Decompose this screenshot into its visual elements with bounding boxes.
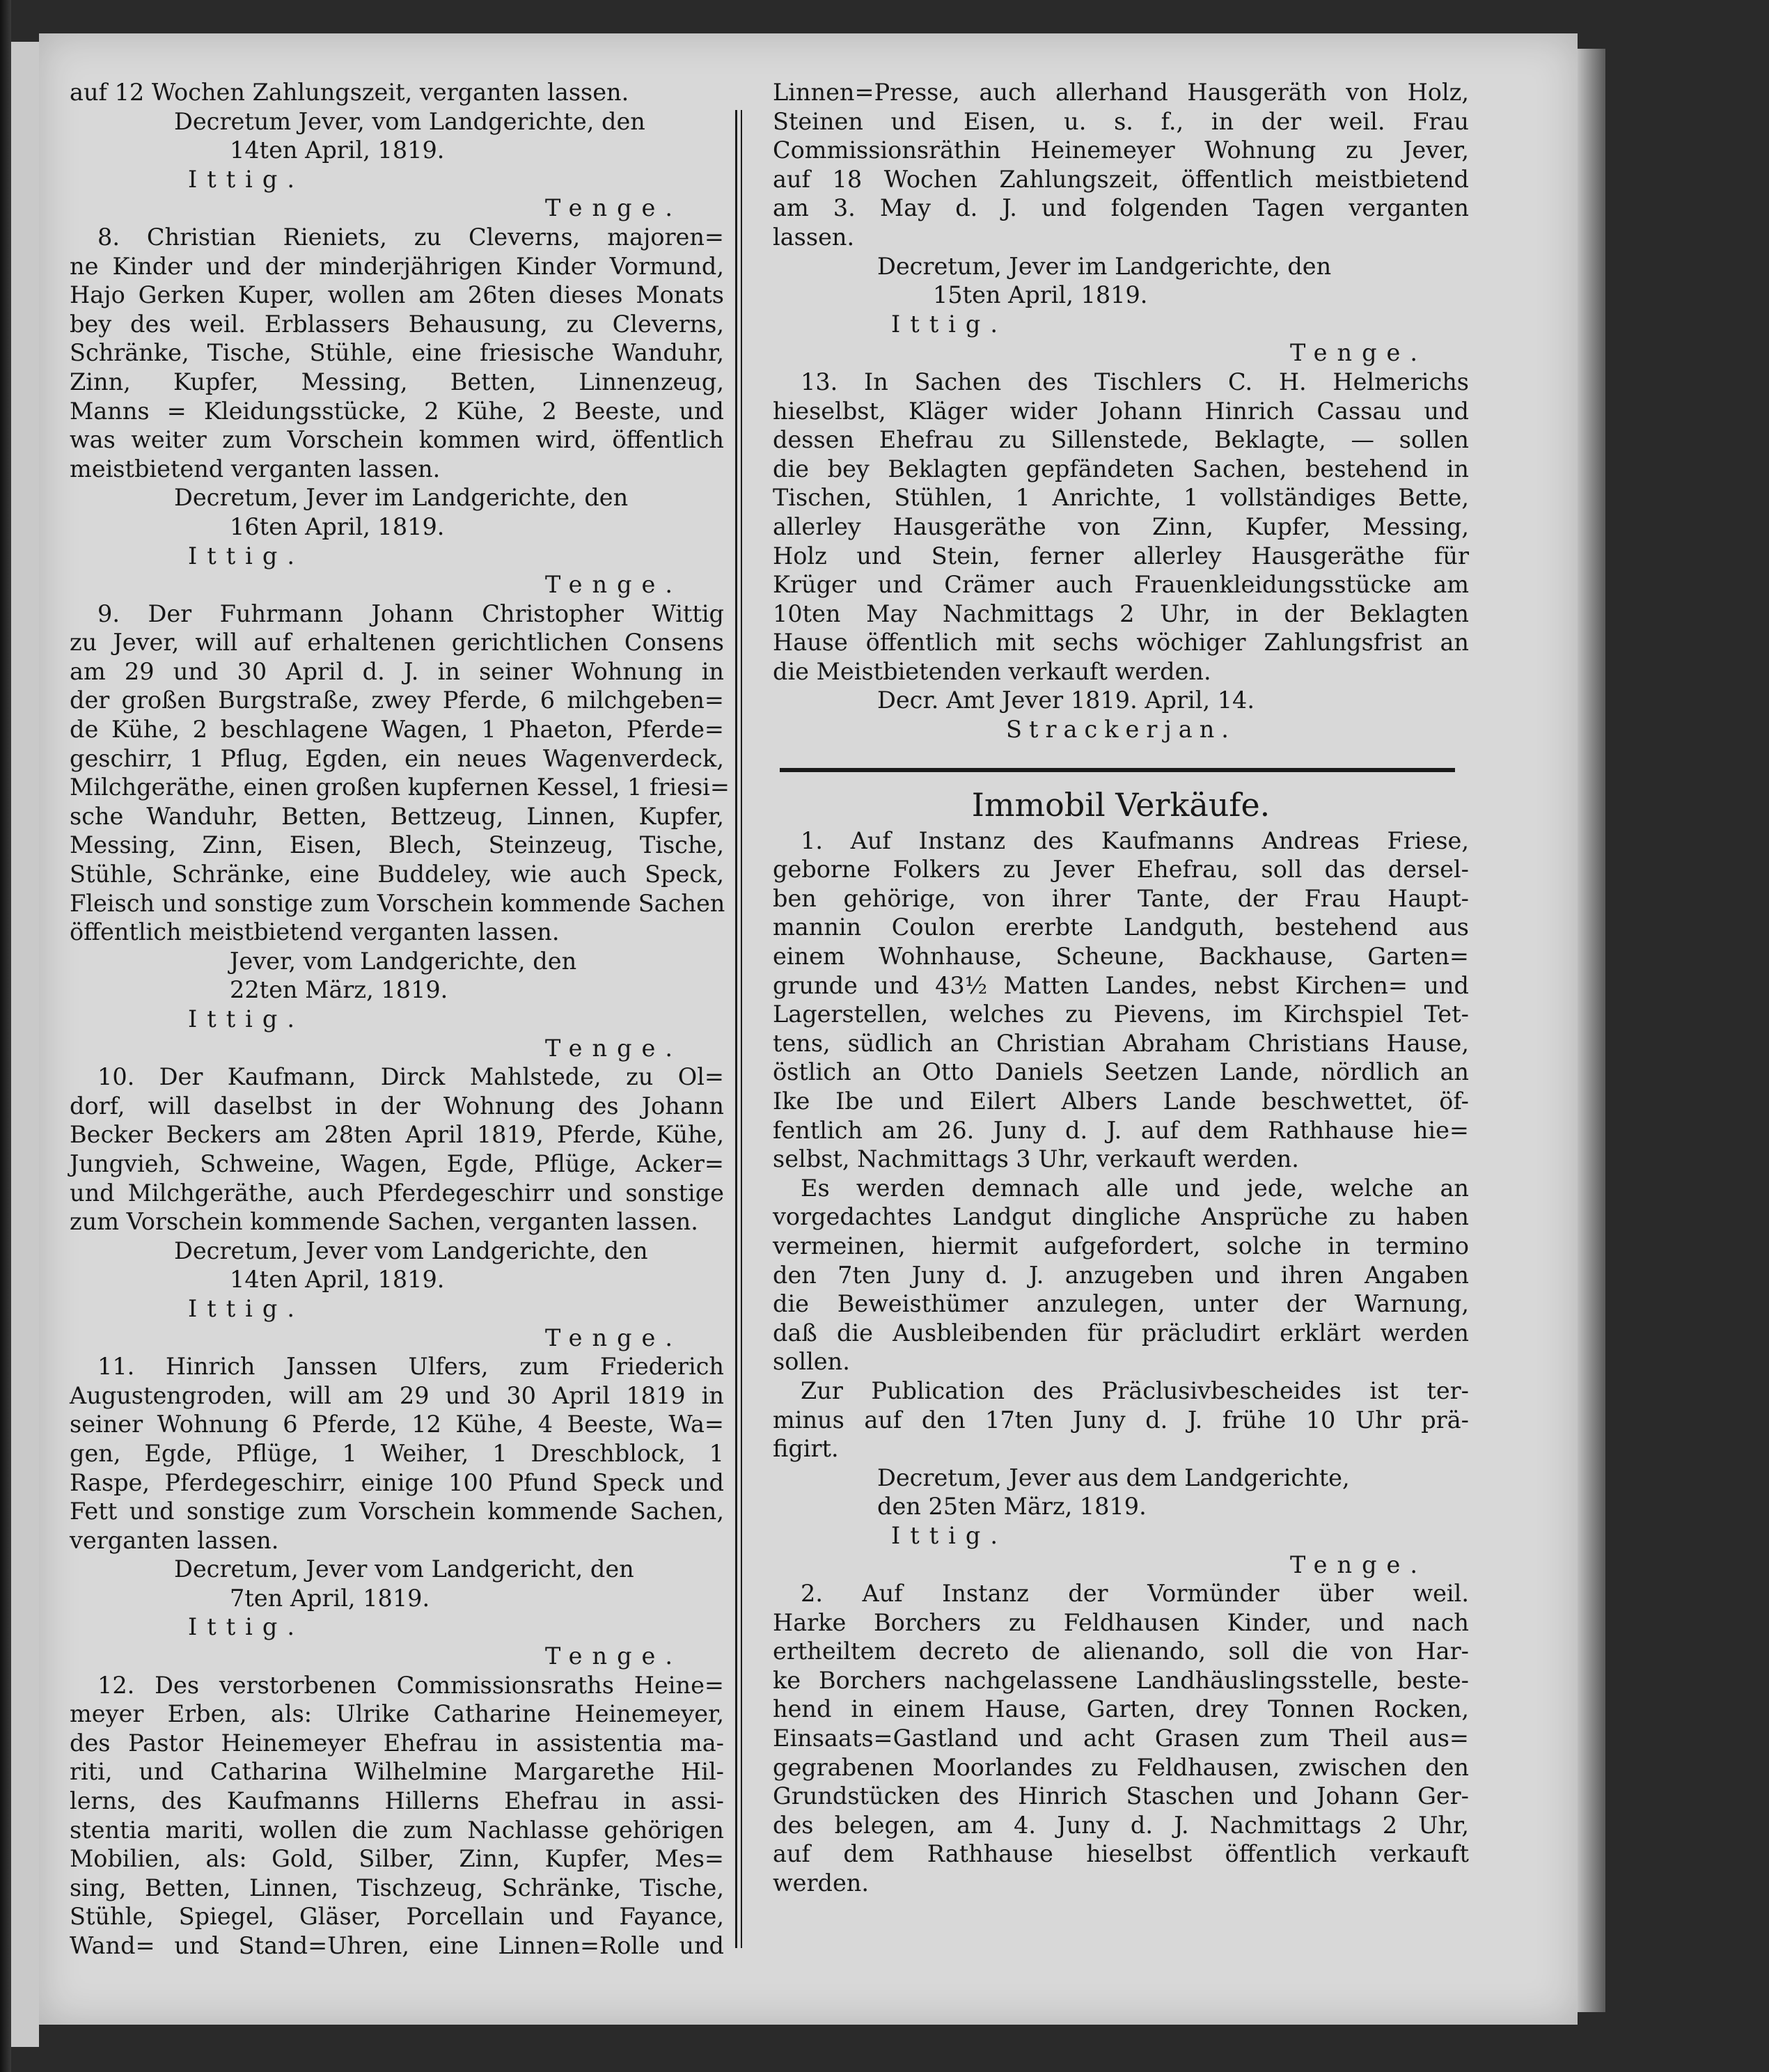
text-line: Becker Beckers am 28ten April 1819, Pferde, Kühe, xyxy=(70,1121,724,1149)
text-line: daß die Ausbleibenden für präcludirt erklärt werden xyxy=(773,1319,1469,1347)
text-line: figirt. xyxy=(773,1435,839,1463)
text-line: 11. Hinrich Janssen Ulfers, zum Friederich xyxy=(97,1353,724,1381)
section-title: Immobil Verkäufe. xyxy=(971,785,1271,824)
text-line: der großen Burgstraße, zwey Pferde, 6 milchgeben= xyxy=(70,686,724,714)
text-line: Linnen=Presse, auch allerhand Hausgeräth von Holz, xyxy=(773,79,1469,106)
right-column-notices xyxy=(773,78,1469,744)
text-line: gegrabenen Moorlandes zu Feldhausen, zwischen den xyxy=(773,1753,1469,1781)
text-line: 8. Christian Rieniets, zu Cleverns, majoren= xyxy=(97,223,724,251)
text-line: geborne Folkers zu Jever Ehefrau, soll das dersel- xyxy=(773,856,1469,884)
text-line: Decretum Jever, vom Landgerichte, den xyxy=(174,107,645,135)
text-line: Decretum, Jever im Landgerichte, den xyxy=(877,252,1332,280)
text-line: 14ten April, 1819. xyxy=(230,1266,445,1294)
text-line: Tenge. xyxy=(1289,1551,1427,1578)
text-line: zum Vorschein kommende Sachen, verganten lassen. xyxy=(70,1208,698,1236)
text-line: bey des weil. Erblassers Behausung, zu Cleverns, xyxy=(70,310,724,338)
text-line: Strackerjan. xyxy=(1006,716,1236,744)
text-line: den 7ten Juny d. J. anzugeben und ihren Angaben xyxy=(773,1261,1469,1289)
notice-paragraph xyxy=(70,223,724,599)
text-line: Lagerstellen, welches zu Pievens, im Kirchspiel Tet- xyxy=(773,1000,1469,1028)
text-line: sollen. xyxy=(773,1348,850,1376)
text-line: 10. Der Kaufmann, Dirck Mahlstede, zu Ol= xyxy=(97,1063,724,1091)
section-rule xyxy=(780,768,1455,772)
notice-paragraph xyxy=(70,1671,724,1961)
text-line: fentlich am 26. Juny d. J. auf dem Rathhause hie= xyxy=(773,1116,1469,1144)
text-line: auf 18 Wochen Zahlungszeit, öffentlich meistbietend xyxy=(773,165,1469,193)
text-line: tens, südlich an Christian Abraham Christians Hause, xyxy=(773,1029,1469,1057)
text-line: vorgedachtes Landgut dingliche Ansprüche zu haben xyxy=(773,1203,1469,1231)
text-line: Tischen, Stühlen, 1 Anrichte, 1 vollständiges Bette, xyxy=(773,484,1469,512)
text-line: Tenge. xyxy=(544,1642,682,1670)
text-line: Tenge. xyxy=(544,571,682,599)
notice-paragraph xyxy=(773,1376,1469,1579)
text-line: am 3. May d. J. und folgenden Tagen verganten xyxy=(773,194,1469,222)
text-line: des Pastor Heinemeyer Ehefrau in assistentia ma- xyxy=(70,1729,724,1757)
text-line: hend in einem Hause, Garten, drey Tonnen Rocken, xyxy=(773,1695,1469,1723)
text-line: Manns = Kleidungsstücke, 2 Kühe, 2 Beeste, und xyxy=(70,397,724,425)
text-line: Ittig. xyxy=(188,1613,304,1641)
notice-paragraph xyxy=(773,1579,1469,1898)
notice-paragraph xyxy=(773,1174,1469,1376)
text-line: Krüger und Crämer auch Frauenkleidungsstücke am xyxy=(773,571,1469,599)
text-line: östlich an Otto Daniels Seetzen Lande, nördlich an xyxy=(773,1058,1469,1086)
text-line: Messing, Zinn, Eisen, Blech, Steinzeug, Tische, xyxy=(70,831,724,859)
text-line: Ittig. xyxy=(891,1521,1007,1549)
notice-paragraph xyxy=(70,1062,724,1352)
notice-paragraph xyxy=(70,78,724,223)
text-line: sche Wanduhr, Betten, Bettzeug, Linnen, Kupfer, xyxy=(70,802,724,830)
text-line: de Kühe, 2 beschlagene Wagen, 1 Phaeton, Pferde= xyxy=(70,716,724,744)
text-line: allerley Hausgeräthe von Zinn, Kupfer, Messing, xyxy=(773,512,1469,540)
text-line: Ittig. xyxy=(188,1005,304,1033)
text-line: Grundstücken des Hinrich Staschen und Johann Ger- xyxy=(773,1782,1469,1810)
text-line: Mobilien, als: Gold, Silber, Zinn, Kupfer, Mes= xyxy=(70,1845,724,1873)
text-line: Decretum, Jever vom Landgerichte, den xyxy=(174,1237,648,1264)
text-line: seiner Wohnung 6 Pferde, 12 Kühe, 4 Beeste, Wa= xyxy=(70,1411,724,1438)
text-line: 22ten März, 1819. xyxy=(230,976,448,1004)
text-line: einem Wohnhause, Scheune, Backhause, Garten= xyxy=(773,943,1469,971)
text-line: Jever, vom Landgerichte, den xyxy=(230,947,577,975)
text-line: sing, Betten, Linnen, Tischzeug, Schränke, Tische, xyxy=(70,1874,724,1901)
text-line: 10ten May Nachmittags 2 Uhr, in der Beklagten xyxy=(773,599,1469,627)
text-line: Tenge. xyxy=(544,194,682,222)
text-line: 2. Auf Instanz der Vormünder über weil. xyxy=(801,1580,1469,1608)
text-line: Jungvieh, Schweine, Wagen, Egde, Pflüge, Acker= xyxy=(70,1149,724,1177)
text-line: Einsaats=Gastland und acht Grasen zum Theil aus= xyxy=(773,1725,1469,1752)
text-line: Stühle, Spiegel, Gläser, Porcellain und Fayance, xyxy=(70,1903,724,1931)
left-column xyxy=(70,78,730,1961)
text-line: 1. Auf Instanz des Kaufmanns Andreas Friese, xyxy=(801,826,1469,854)
text-line: mannin Coulon ererbte Landguth, bestehend aus xyxy=(773,913,1469,941)
text-line: minus auf den 17ten Juny d. J. frühe 10 Uhr prä- xyxy=(773,1406,1469,1434)
text-line: Milchgeräthe, einen großen kupfernen Kessel, 1 friesi= xyxy=(70,774,730,801)
text-line: Zinn, Kupfer, Messing, Betten, Linnenzeug, xyxy=(70,368,724,395)
text-line: hieselbst, Kläger wider Johann Hinrich Cassau und xyxy=(773,397,1469,425)
text-line: des belegen, am 4. Juny d. J. Nachmittags 2 Uhr, xyxy=(773,1811,1469,1839)
previous-page-edge xyxy=(11,42,39,2047)
text-line: 12. Des verstorbenen Commissionsraths Heine= xyxy=(97,1671,724,1699)
text-line: die Meistbietenden verkauft werden. xyxy=(773,657,1211,685)
text-line: Ittig. xyxy=(188,165,304,193)
text-line: auf 12 Wochen Zahlungszeit, verganten lassen. xyxy=(70,79,629,106)
text-line: Schränke, Tische, Stühle, eine friesische Wanduhr, xyxy=(70,339,724,367)
right-column-immobil-notices xyxy=(773,826,1469,1898)
text-line: was weiter zum Vorschein kommen wird, öffentlich xyxy=(70,426,724,454)
text-line: verganten lassen. xyxy=(70,1526,279,1554)
text-line: riti, und Catharina Wilhelmine Margarethe Hil- xyxy=(70,1758,724,1786)
text-line: lassen. xyxy=(773,223,855,251)
text-line: Decretum, Jever im Landgerichte, den xyxy=(174,484,629,512)
notice-paragraph xyxy=(773,368,1469,744)
text-line: ertheiltem decreto de alienando, soll die von Har- xyxy=(773,1638,1469,1665)
right-column xyxy=(773,78,1469,1898)
column-divider xyxy=(735,110,737,1948)
text-line: Fett und sonstige zum Vorschein kommende Sachen, xyxy=(70,1498,724,1525)
text-line: stentia mariti, wollen die zum Nachlasse gehörigen xyxy=(70,1816,724,1844)
text-line: Decretum, Jever aus dem Landgerichte, xyxy=(877,1463,1350,1491)
text-line: Tenge. xyxy=(544,1324,682,1351)
text-line: 14ten April, 1819. xyxy=(230,136,445,164)
text-line: meyer Erben, als: Ulrike Catharine Heinemeyer, xyxy=(70,1700,724,1728)
text-line: dorf, will daselbst in der Wohnung des Johann xyxy=(70,1092,724,1120)
text-line: meistbietend verganten lassen. xyxy=(70,455,441,482)
text-line: Stühle, Schränke, eine Buddeley, wie auch Speck, xyxy=(70,861,724,888)
text-line: selbst, Nachmittags 3 Uhr, verkauft werden. xyxy=(773,1145,1299,1173)
text-line: Decr. Amt Jever 1819. April, 14. xyxy=(877,686,1255,714)
text-line: Steinen und Eisen, u. s. f., in der weil. Frau xyxy=(773,107,1469,135)
text-line: Wand= und Stand=Uhren, eine Linnen=Rolle und xyxy=(70,1932,724,1959)
text-line: lerns, des Kaufmanns Hillerns Ehefrau in assi- xyxy=(70,1787,724,1815)
text-line: 13. In Sachen des Tischlers C. H. Helmerichs xyxy=(801,368,1469,395)
text-line: vermeinen, hiermit aufgefordert, solche in termino xyxy=(773,1232,1469,1259)
text-line: Hajo Gerken Kuper, wollen am 26ten dieses Monats xyxy=(70,281,724,309)
document-page xyxy=(39,33,1578,2025)
text-line: Hause öffentlich mit sechs wöchiger Zahlungsfrist an xyxy=(773,629,1469,657)
text-line: am 29 und 30 April d. J. in seiner Wohnung in xyxy=(70,657,724,685)
notice-paragraph xyxy=(773,826,1469,1174)
text-line: 7ten April, 1819. xyxy=(230,1584,430,1612)
text-line: Decretum, Jever vom Landgericht, den xyxy=(174,1555,634,1583)
text-line: geschirr, 1 Pflug, Egden, ein neues Wagenverdeck, xyxy=(70,744,724,772)
page-stack-edge xyxy=(1578,49,1605,2012)
text-line: auf dem Rathhause hieselbst öffentlich verkauft xyxy=(773,1840,1469,1868)
text-line: 9. Der Fuhrmann Johann Christopher Wittig xyxy=(97,599,724,627)
text-line: 16ten April, 1819. xyxy=(230,512,445,540)
text-line: dessen Ehefrau zu Sillenstede, Beklagte, — sollen xyxy=(773,426,1469,454)
text-line: Fleisch und sonstige zum Vorschein kommende Sachen xyxy=(70,889,725,917)
text-line: werden. xyxy=(773,1869,870,1897)
text-line: Zur Publication des Präclusivbescheides ist ter- xyxy=(801,1376,1469,1404)
text-line: gen, Egde, Pflüge, 1 Weiher, 1 Dreschblock, 1 xyxy=(70,1439,724,1467)
column-divider-inner xyxy=(741,110,742,1948)
notice-paragraph xyxy=(70,599,730,1063)
text-line: Augustengroden, will am 29 und 30 April 1819 in xyxy=(70,1381,724,1409)
text-line: ne Kinder und der minderjährigen Kinder Vormund, xyxy=(70,252,724,280)
text-line: Holz und Stein, ferner allerley Hausgeräthe für xyxy=(773,542,1469,570)
text-line: Ittig. xyxy=(188,1294,304,1322)
text-line: die bey Beklagten gepfändeten Sachen, bestehend in xyxy=(773,455,1469,482)
text-line: und Milchgeräthe, auch Pferdegeschirr und sonstige xyxy=(70,1179,724,1207)
text-line: Commissionsräthin Heinemeyer Wohnung zu Jever, xyxy=(773,136,1469,164)
text-line: die Beweisthümer anzulegen, unter der Warnung, xyxy=(773,1290,1469,1318)
text-line: Ittig. xyxy=(891,310,1007,338)
text-line: ben gehörige, von ihrer Tante, der Frau Haupt- xyxy=(773,884,1469,912)
notice-paragraph xyxy=(70,1352,724,1671)
text-line: öffentlich meistbietend verganten lassen. xyxy=(70,918,560,946)
text-line: Raspe, Pferdegeschirr, einige 100 Pfund Speck und xyxy=(70,1468,724,1496)
text-line: 15ten April, 1819. xyxy=(933,281,1148,309)
scan-background xyxy=(0,0,11,2072)
text-line: Ike Ibe und Eilert Albers Lande beschwettet, öf- xyxy=(773,1088,1469,1115)
text-line: den 25ten März, 1819. xyxy=(877,1493,1147,1521)
text-line: Tenge. xyxy=(544,1034,682,1062)
text-line: zu Jever, will auf erhaltenen gerichtlichen Consens xyxy=(70,629,724,657)
text-line: grunde und 43½ Matten Landes, nebst Kirchen= und xyxy=(773,971,1469,999)
text-line: Harke Borchers zu Feldhausen Kinder, und nach xyxy=(773,1608,1469,1636)
notice-paragraph xyxy=(773,78,1469,368)
text-line: Ittig. xyxy=(188,542,304,570)
text-line: Es werden demnach alle und jede, welche an xyxy=(801,1174,1469,1202)
text-line: ke Borchers nachgelassene Landhäuslingsstelle, beste- xyxy=(773,1666,1469,1694)
text-line: Tenge. xyxy=(1289,339,1427,367)
